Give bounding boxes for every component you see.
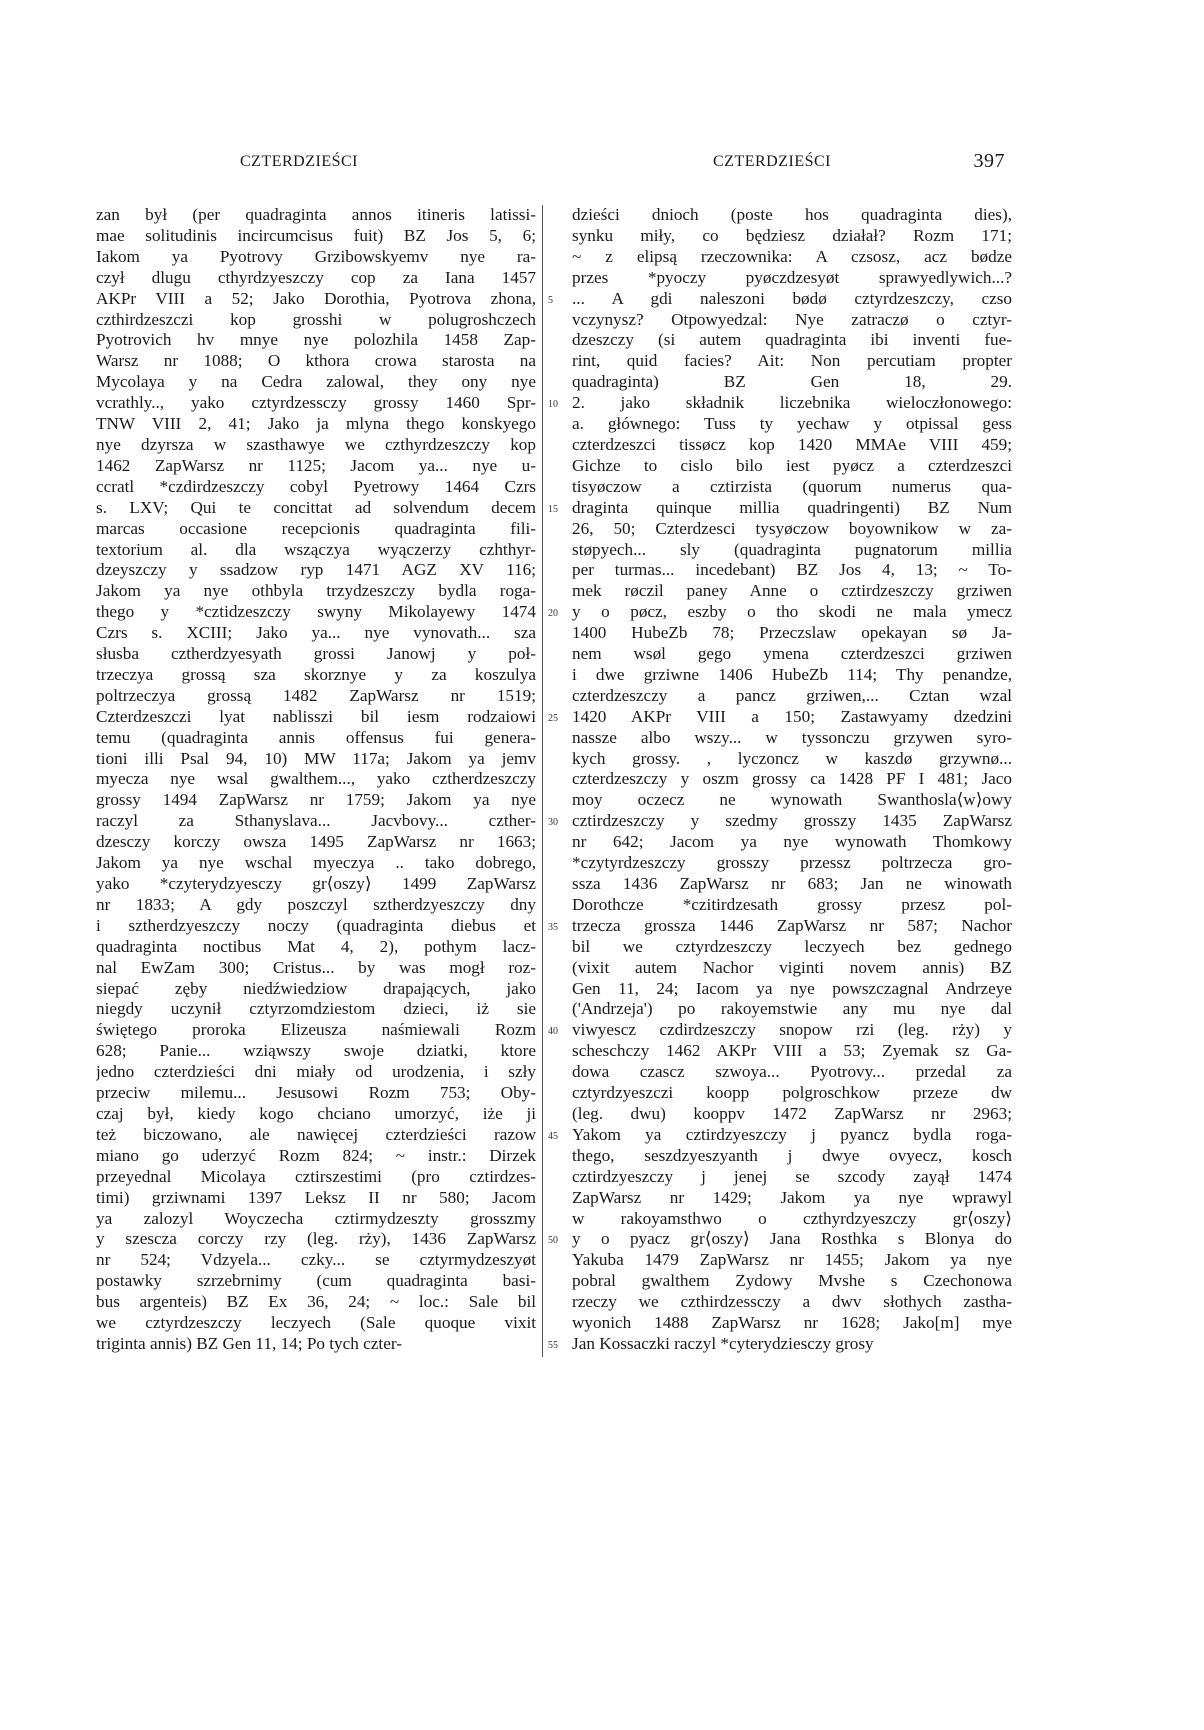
line-number: 55 bbox=[548, 1339, 558, 1351]
text-line: myecza nye wsal gwalthem..., yako cztherdzeszczy bbox=[96, 769, 536, 789]
text-line: też biczowano, ale nawięcej czterdzieści razow bbox=[96, 1124, 536, 1144]
text-line: vcrathly.., yako cztyrdzessczy grossy 1460 Spr- bbox=[96, 393, 536, 413]
text-line: dzeszczy (si autem quadraginta ibi inventi fue- bbox=[572, 330, 1012, 350]
line-number: 25 bbox=[548, 712, 558, 724]
text-line: przes *pyoczy pyøczdzesyøt sprawyedlywich...? bbox=[572, 267, 1012, 287]
text-line: czył dlugu cthyrdzyeszczy cop za Iana 1457 bbox=[96, 267, 536, 287]
text-line: (vixit autem Nachor viginti novem annis) BZ bbox=[572, 957, 1012, 977]
text-line: draginta quinque millia quadringenti) BZ Num bbox=[572, 497, 1012, 517]
text-line: słusba cztherdzyesyath grossi Janowj y poł- bbox=[96, 644, 536, 664]
text-line: TNW VIII 2, 41; Jako ja mlyna thego konskyego bbox=[96, 414, 536, 434]
column-divider bbox=[542, 205, 543, 1357]
text-line: miano go uderzyć Rozm 824; ~ instr.: Dirzek bbox=[96, 1145, 536, 1165]
text-line: niegdy uczynił cztyrzomdziestom dzieci, iż sie bbox=[96, 999, 536, 1019]
text-line: nal EwZam 300; Cristus... by was mogł roz- bbox=[96, 957, 536, 977]
line-number: 50 bbox=[548, 1235, 558, 1247]
text-line: czterdzeszczy a pancz grziwen,... Cztan wzal bbox=[572, 685, 1012, 705]
text-line: y szescza corczy rzy (leg. rży), 1436 ZapWarsz bbox=[96, 1229, 536, 1249]
running-head-left: CZTERDZIEŚCI bbox=[240, 153, 358, 170]
text-line: ~ z elipsą rzeczownika: A czsosz, acz bødze bbox=[572, 246, 1012, 266]
text-line: Dorothcze *czitirdzesath grossy przesz pol- bbox=[572, 894, 1012, 914]
text-line: czthirdzeszczi kop grosshi w polugroshczech bbox=[96, 309, 536, 329]
line-number: 35 bbox=[548, 921, 558, 933]
text-line: czterdzeszci tissøcz kop 1420 MMAe VIII 459; bbox=[572, 434, 1012, 454]
text-line: przeciw milemu... Jesusowi Rozm 753; Oby- bbox=[96, 1083, 536, 1103]
running-header bbox=[95, 150, 1005, 183]
text-line: per turmas... incedebant) BZ Jos 4, 13; ~ To- bbox=[572, 560, 1012, 580]
text-line: a. głównego: Tuss ty yechaw y otpissal gess bbox=[572, 414, 1012, 434]
text-line: moy oczecz ne wynowath Swanthosla⟨w⟩owy bbox=[572, 790, 1012, 810]
text-line: triginta annis) BZ Gen 11, 14; Po tych czter- bbox=[96, 1333, 402, 1353]
text-line: Mycolaya y na Cedra zalowal, they ony nye bbox=[96, 372, 536, 392]
text-line: nem wsøl gego ymena czterdzeszci grziwen bbox=[572, 644, 1012, 664]
left-text-column bbox=[96, 205, 536, 1355]
text-line: ssza 1436 ZapWarsz nr 683; Jan ne winowath bbox=[572, 874, 1012, 893]
text-line: czterdzeszczy y oszm grossy ca 1428 PF I 481; Jaco bbox=[572, 769, 1012, 789]
text-line: Yakom ya cztirdzyeszczy j pyancz bydla roga- bbox=[572, 1124, 1012, 1144]
text-line: Czterdzeszczi lyat nablisszi bil iesm rodzaiowi bbox=[96, 706, 536, 726]
text-line: zan był (per quadraginta annos itineris latissi- bbox=[96, 205, 536, 224]
text-line: i dwe grziwne 1406 HubeZb 114; Thy penandze, bbox=[572, 664, 1012, 684]
text-line: cztirdzyeszczy j jenej se szcody zayął 1474 bbox=[572, 1166, 1012, 1186]
text-line: raczyl za Sthanyslava... Jacvbovy... czther- bbox=[96, 811, 536, 831]
text-line: trzeczya grossą sza skorznye y za koszulya bbox=[96, 664, 536, 684]
text-line: dzesczy korczy owsza 1495 ZapWarsz nr 1663; bbox=[96, 832, 536, 852]
text-line: dowa czascz szwoya... Pyotrovy... przedal za bbox=[572, 1062, 1012, 1082]
text-line: bil we cztyrdzeszczy leczyech bez gednego bbox=[572, 936, 1012, 956]
text-line: AKPr VIII a 52; Jako Dorothia, Pyotrova zhona, bbox=[96, 288, 536, 308]
line-number: 20 bbox=[548, 608, 558, 620]
text-line: nr 1833; A gdy poszczyl sztherdzyeszczy dny bbox=[96, 894, 536, 914]
text-line: Jan Kossaczki raczyl *cyterydziesczy grosy bbox=[572, 1333, 874, 1353]
text-line: temu (quadraginta annis offensus fui genera- bbox=[96, 727, 536, 747]
text-line: Gichze to cislo bilo iest pyøcz a czterdzeszci bbox=[572, 455, 1012, 475]
text-line: trzecza grossza 1446 ZapWarsz nr 587; Nachor bbox=[572, 915, 1012, 935]
text-line: postawky szrzebrnimy (cum quadraginta basi- bbox=[96, 1271, 536, 1291]
line-number: 40 bbox=[548, 1026, 558, 1038]
text-line: tisyøczow a cztirzista (quorum numerus qua- bbox=[572, 476, 1012, 496]
text-line: 2. jako składnik liczebnika wieloczłonowego: bbox=[572, 393, 1012, 413]
text-line: przeyednal Micolaya cztirszestimi (pro cztirdzes- bbox=[96, 1166, 536, 1186]
text-line: quadraginta) BZ Gen 18, 29. bbox=[572, 372, 1012, 392]
text-line: ('Andrzeja') po rakoyemstwie any mu nye dal bbox=[572, 999, 1012, 1019]
right-text-column bbox=[572, 205, 1012, 1355]
text-line: marcas occasione recepcionis quadraginta fili- bbox=[96, 518, 536, 538]
line-number: 5 bbox=[548, 294, 553, 306]
text-line: grossy 1494 ZapWarsz nr 1759; Jakom ya nye bbox=[96, 790, 536, 810]
text-line: dzeyszczy y ssadzow ryp 1471 AGZ XV 116; bbox=[96, 560, 536, 580]
text-line: cztyrdzyeszczi koopp polgroschkow przeze dw bbox=[572, 1083, 1012, 1103]
text-line: poltrzeczya grossą 1482 ZapWarsz nr 1519; bbox=[96, 685, 536, 705]
text-line: we cztyrdzeszczy leczyech (Sale quoque vixit bbox=[96, 1313, 536, 1333]
line-number: 30 bbox=[548, 817, 558, 829]
text-line: 1420 AKPr VIII a 150; Zastawyamy dzedzini bbox=[572, 706, 1012, 726]
text-line: scheschczy 1462 AKPr VIII a 53; Zyemak sz Ga- bbox=[572, 1041, 1012, 1061]
text-line: yako *czyterydzyesczy gr⟨oszy⟩ 1499 ZapWarsz bbox=[96, 874, 536, 893]
text-line: mek røczil paney Anne o cztirdzeszczy grziwen bbox=[572, 581, 1012, 601]
text-line: nye dzyrsza w szasthawye we czthyrdzeszczy kop bbox=[96, 434, 536, 454]
text-line: kych grossy. , lyczoncz w kaszdø grzywnø... bbox=[572, 748, 1012, 768]
text-line: rzeczy we czthirdzessczy a dwv słothych zastha- bbox=[572, 1292, 1012, 1312]
text-line: Warsz nr 1088; O kthora crowa starosta na bbox=[96, 351, 536, 371]
text-line: ya zalozyl Woyczecha cztirmydzeszty grosszmy bbox=[96, 1208, 536, 1228]
text-line: *czytyrdzeszczy grosszy przessz poltrzecza gro- bbox=[572, 853, 1012, 873]
text-line: støpyech... sly (quadraginta pugnatorum millia bbox=[572, 539, 1012, 559]
text-line: textorium al. dla wszączya wyączerzy czhthyr- bbox=[96, 539, 536, 559]
text-line: cztirdzeszczy y szedmy grosszy 1435 ZapWarsz bbox=[572, 811, 1012, 831]
line-number: 15 bbox=[548, 503, 558, 515]
text-line: viwyescz czdirdzeszczy snopow rzi (leg. rży) y bbox=[572, 1020, 1012, 1040]
text-line: synku miły, co będziesz działał? Rozm 171; bbox=[572, 225, 1012, 245]
text-line: Iakom ya Pyotrovy Grzibowskyemv nye ra- bbox=[96, 246, 536, 266]
line-number: 45 bbox=[548, 1130, 558, 1142]
text-line: Gen 11, 24; Iacom ya nye powszczagnal Andrzeye bbox=[572, 978, 1012, 998]
text-line: mae solitudinis incircumcisus fuit) BZ Jos 5, 6; bbox=[96, 225, 536, 245]
text-line: rint, quid facies? Ait: Non percutiam propter bbox=[572, 351, 1012, 371]
text-line: i sztherdzyeszczy noczy (quadraginta diebus et bbox=[96, 915, 536, 935]
text-line: ... A gdi naleszoni bødø cztyrdzeszczy, czso bbox=[572, 288, 1012, 308]
text-line: 628; Panie... wziąwszy swoje dziatki, ktore bbox=[96, 1041, 536, 1061]
text-line: świętego proroka Elizeusza naśmiewali Rozm bbox=[96, 1020, 536, 1040]
text-line: dzieści dnioch (poste hos quadraginta dies), bbox=[572, 205, 1012, 224]
text-line: nr 524; Vdzyela... czky... se cztyrmydzeszyøt bbox=[96, 1250, 536, 1270]
text-line: ccratl *czdirdzeszczy cobyl Pyetrowy 1464 Czrs bbox=[96, 476, 536, 496]
text-line: nassze albo wszy... w tyssonczu grzywen syro- bbox=[572, 727, 1012, 747]
text-line: pobral gwalthem Zydowy Mvshe s Czechonowa bbox=[572, 1271, 1012, 1291]
text-line: w rakoyamsthwo o czthyrdzyeszczy gr⟨oszy⟩ bbox=[572, 1208, 1012, 1228]
running-head-right: CZTERDZIEŚCI bbox=[713, 153, 831, 170]
text-line: Jakom ya nye othbyla trzydzeszczy bydla roga- bbox=[96, 581, 536, 601]
text-line: ZapWarsz nr 1429; Jakom ya nye wprawyl bbox=[572, 1187, 1012, 1207]
text-line: timi) grziwnami 1397 Leksz II nr 580; Jacom bbox=[96, 1187, 536, 1207]
text-line: (leg. dwu) kooppv 1472 ZapWarsz nr 2963; bbox=[572, 1103, 1012, 1123]
text-line: vczynysz? Otpowyedzal: Nye zatraczø o cztyr- bbox=[572, 309, 1012, 329]
text-line: siepać zęby niedźwiedziow drapających, jako bbox=[96, 978, 536, 998]
text-line: thego, seszdzyeszyanth j dwye ovyecz, kosch bbox=[572, 1145, 1012, 1165]
text-line: thego y *cztidzeszczy swyny Mikolayewy 1474 bbox=[96, 602, 536, 622]
text-line: s. LXV; Qui te concittat ad solvendum decem bbox=[96, 497, 536, 517]
text-line: y o pøcz, eszby o tho skodi ne mala ymecz bbox=[572, 602, 1012, 622]
text-line: Jakom ya nye wschal myeczya .. tako dobrego, bbox=[96, 853, 536, 873]
text-line: y o pyacz gr⟨oszy⟩ Jana Rosthka s Blonya do bbox=[572, 1229, 1012, 1249]
text-line: tioni illi Psal 94, 10) MW 117a; Jakom ya jemv bbox=[96, 748, 536, 768]
text-line: nr 642; Jacom ya nye wynowath Thomkowy bbox=[572, 832, 1012, 852]
page-number: 397 bbox=[973, 150, 1005, 172]
text-line: 1400 HubeZb 78; Przeczslaw opekayan sø Ja- bbox=[572, 623, 1012, 643]
text-line: Pyotrovich hv mnye nye polozhila 1458 Zap- bbox=[96, 330, 536, 350]
text-line: Czrs s. XCIII; Jako ya... nye vynovath... sza bbox=[96, 623, 536, 643]
text-line: 1462 ZapWarsz nr 1125; Jacom ya... nye u- bbox=[96, 455, 536, 475]
text-line: jedno czterdzieści dni miały od urodzenia, i szły bbox=[96, 1062, 536, 1082]
text-line: 26, 50; Czterdzesci tysyøczow boyownikow w za- bbox=[572, 518, 1012, 538]
text-line: czaj był, kiedy kogo chciano umorzyć, iże ji bbox=[96, 1103, 536, 1123]
text-line: quadraginta noctibus Mat 4, 2), pothym lacz- bbox=[96, 936, 536, 956]
text-line: bus argenteis) BZ Ex 36, 24; ~ loc.: Sale bil bbox=[96, 1292, 536, 1312]
line-number: 10 bbox=[548, 399, 558, 411]
text-line: Yakuba 1479 ZapWarsz nr 1455; Jakom ya nye bbox=[572, 1250, 1012, 1270]
text-line: wyonich 1488 ZapWarsz nr 1628; Jako[m] mye bbox=[572, 1313, 1012, 1333]
